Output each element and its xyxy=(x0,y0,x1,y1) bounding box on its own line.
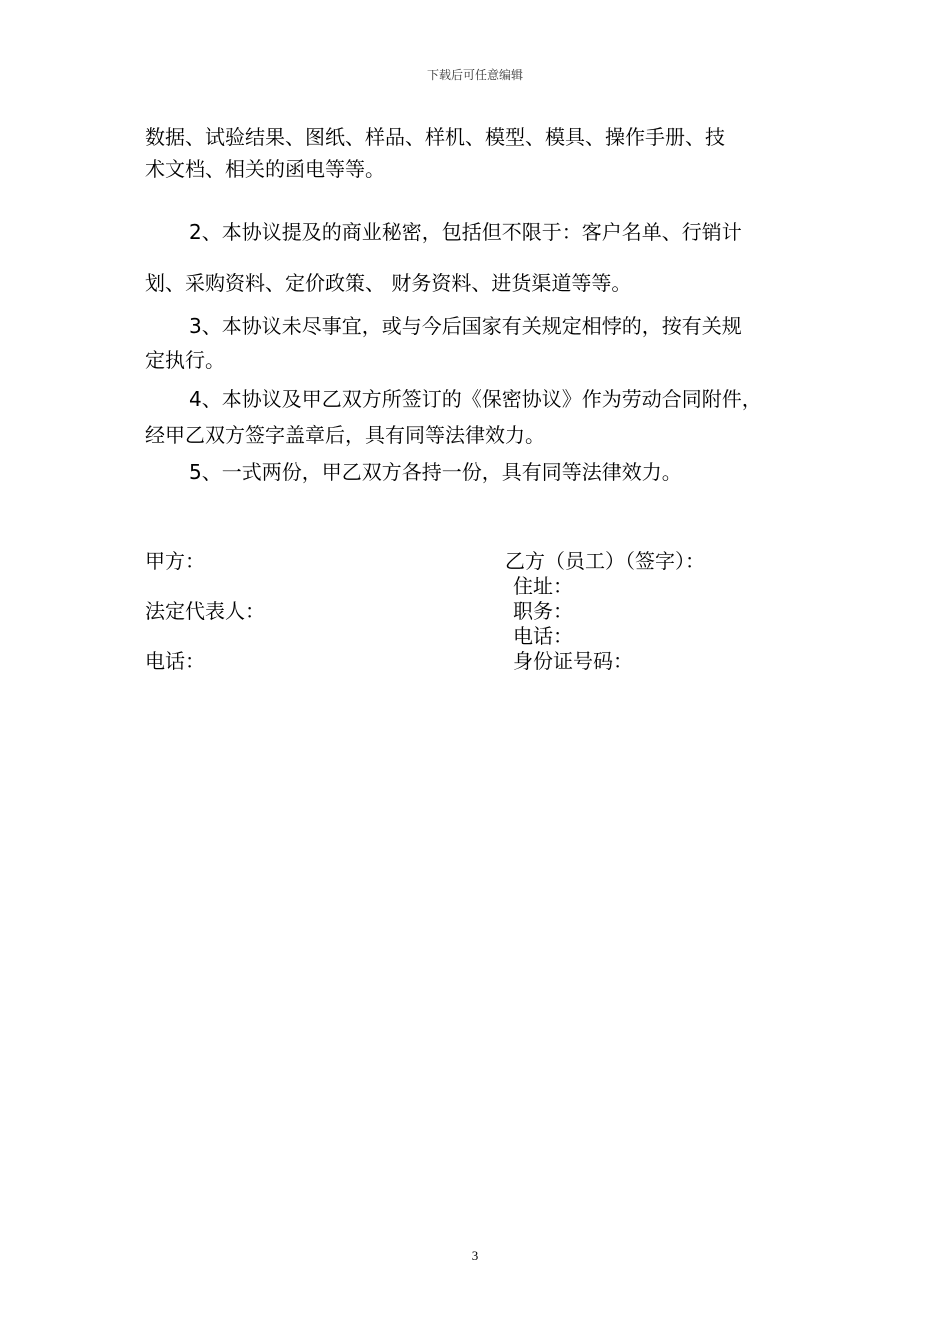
paragraph-line: 经甲乙双方签字盖章后，具有同等法律效力。 xyxy=(145,423,545,447)
party-a-phone: 电话： xyxy=(145,649,205,673)
party-b-position: 职务： xyxy=(513,599,573,623)
paragraph-5 xyxy=(145,456,815,488)
paragraph-line: 5、一式两份，甲乙双方各持一份，具有同等法律效力。 xyxy=(189,460,682,484)
paragraph-line: 3、本协议未尽事宜，或与今后国家有关规定相悖的，按有关规 xyxy=(189,314,742,338)
party-b-id-number: 身份证号码： xyxy=(513,649,633,673)
party-b-phone: 电话： xyxy=(513,624,573,648)
page-number: 3 xyxy=(471,1248,479,1263)
paragraph-line: 定执行。 xyxy=(145,348,225,372)
paragraph-4 xyxy=(145,381,815,453)
paragraph-2 xyxy=(145,207,815,309)
paragraph-line: 2、本协议提及的商业秘密，包括但不限于：客户名单、行销计 xyxy=(189,220,742,244)
party-a-legal-rep: 法定代表人： xyxy=(145,599,265,623)
paragraph-line: 划、采购资料、定价政策、 财务资料、进货渠道等等。 xyxy=(145,271,632,295)
paragraph-line: 数据、试验结果、图纸、样品、样机、模型、模具、操作手册、技 xyxy=(145,125,725,149)
party-b-label: 乙方（员工）（签字）： xyxy=(505,549,705,573)
party-b-address: 住址： xyxy=(513,574,573,598)
paragraph-line: 术文档、相关的函电等等。 xyxy=(145,157,385,181)
page-header: 下载后可任意编辑 xyxy=(426,68,523,82)
party-a-label: 甲方： xyxy=(145,549,205,573)
paragraph-3 xyxy=(145,309,815,377)
paragraph-1 xyxy=(145,121,815,185)
paragraph-line: 4、本协议及甲乙双方所签订的《保密协议》作为劳动合同附件， xyxy=(189,387,762,411)
